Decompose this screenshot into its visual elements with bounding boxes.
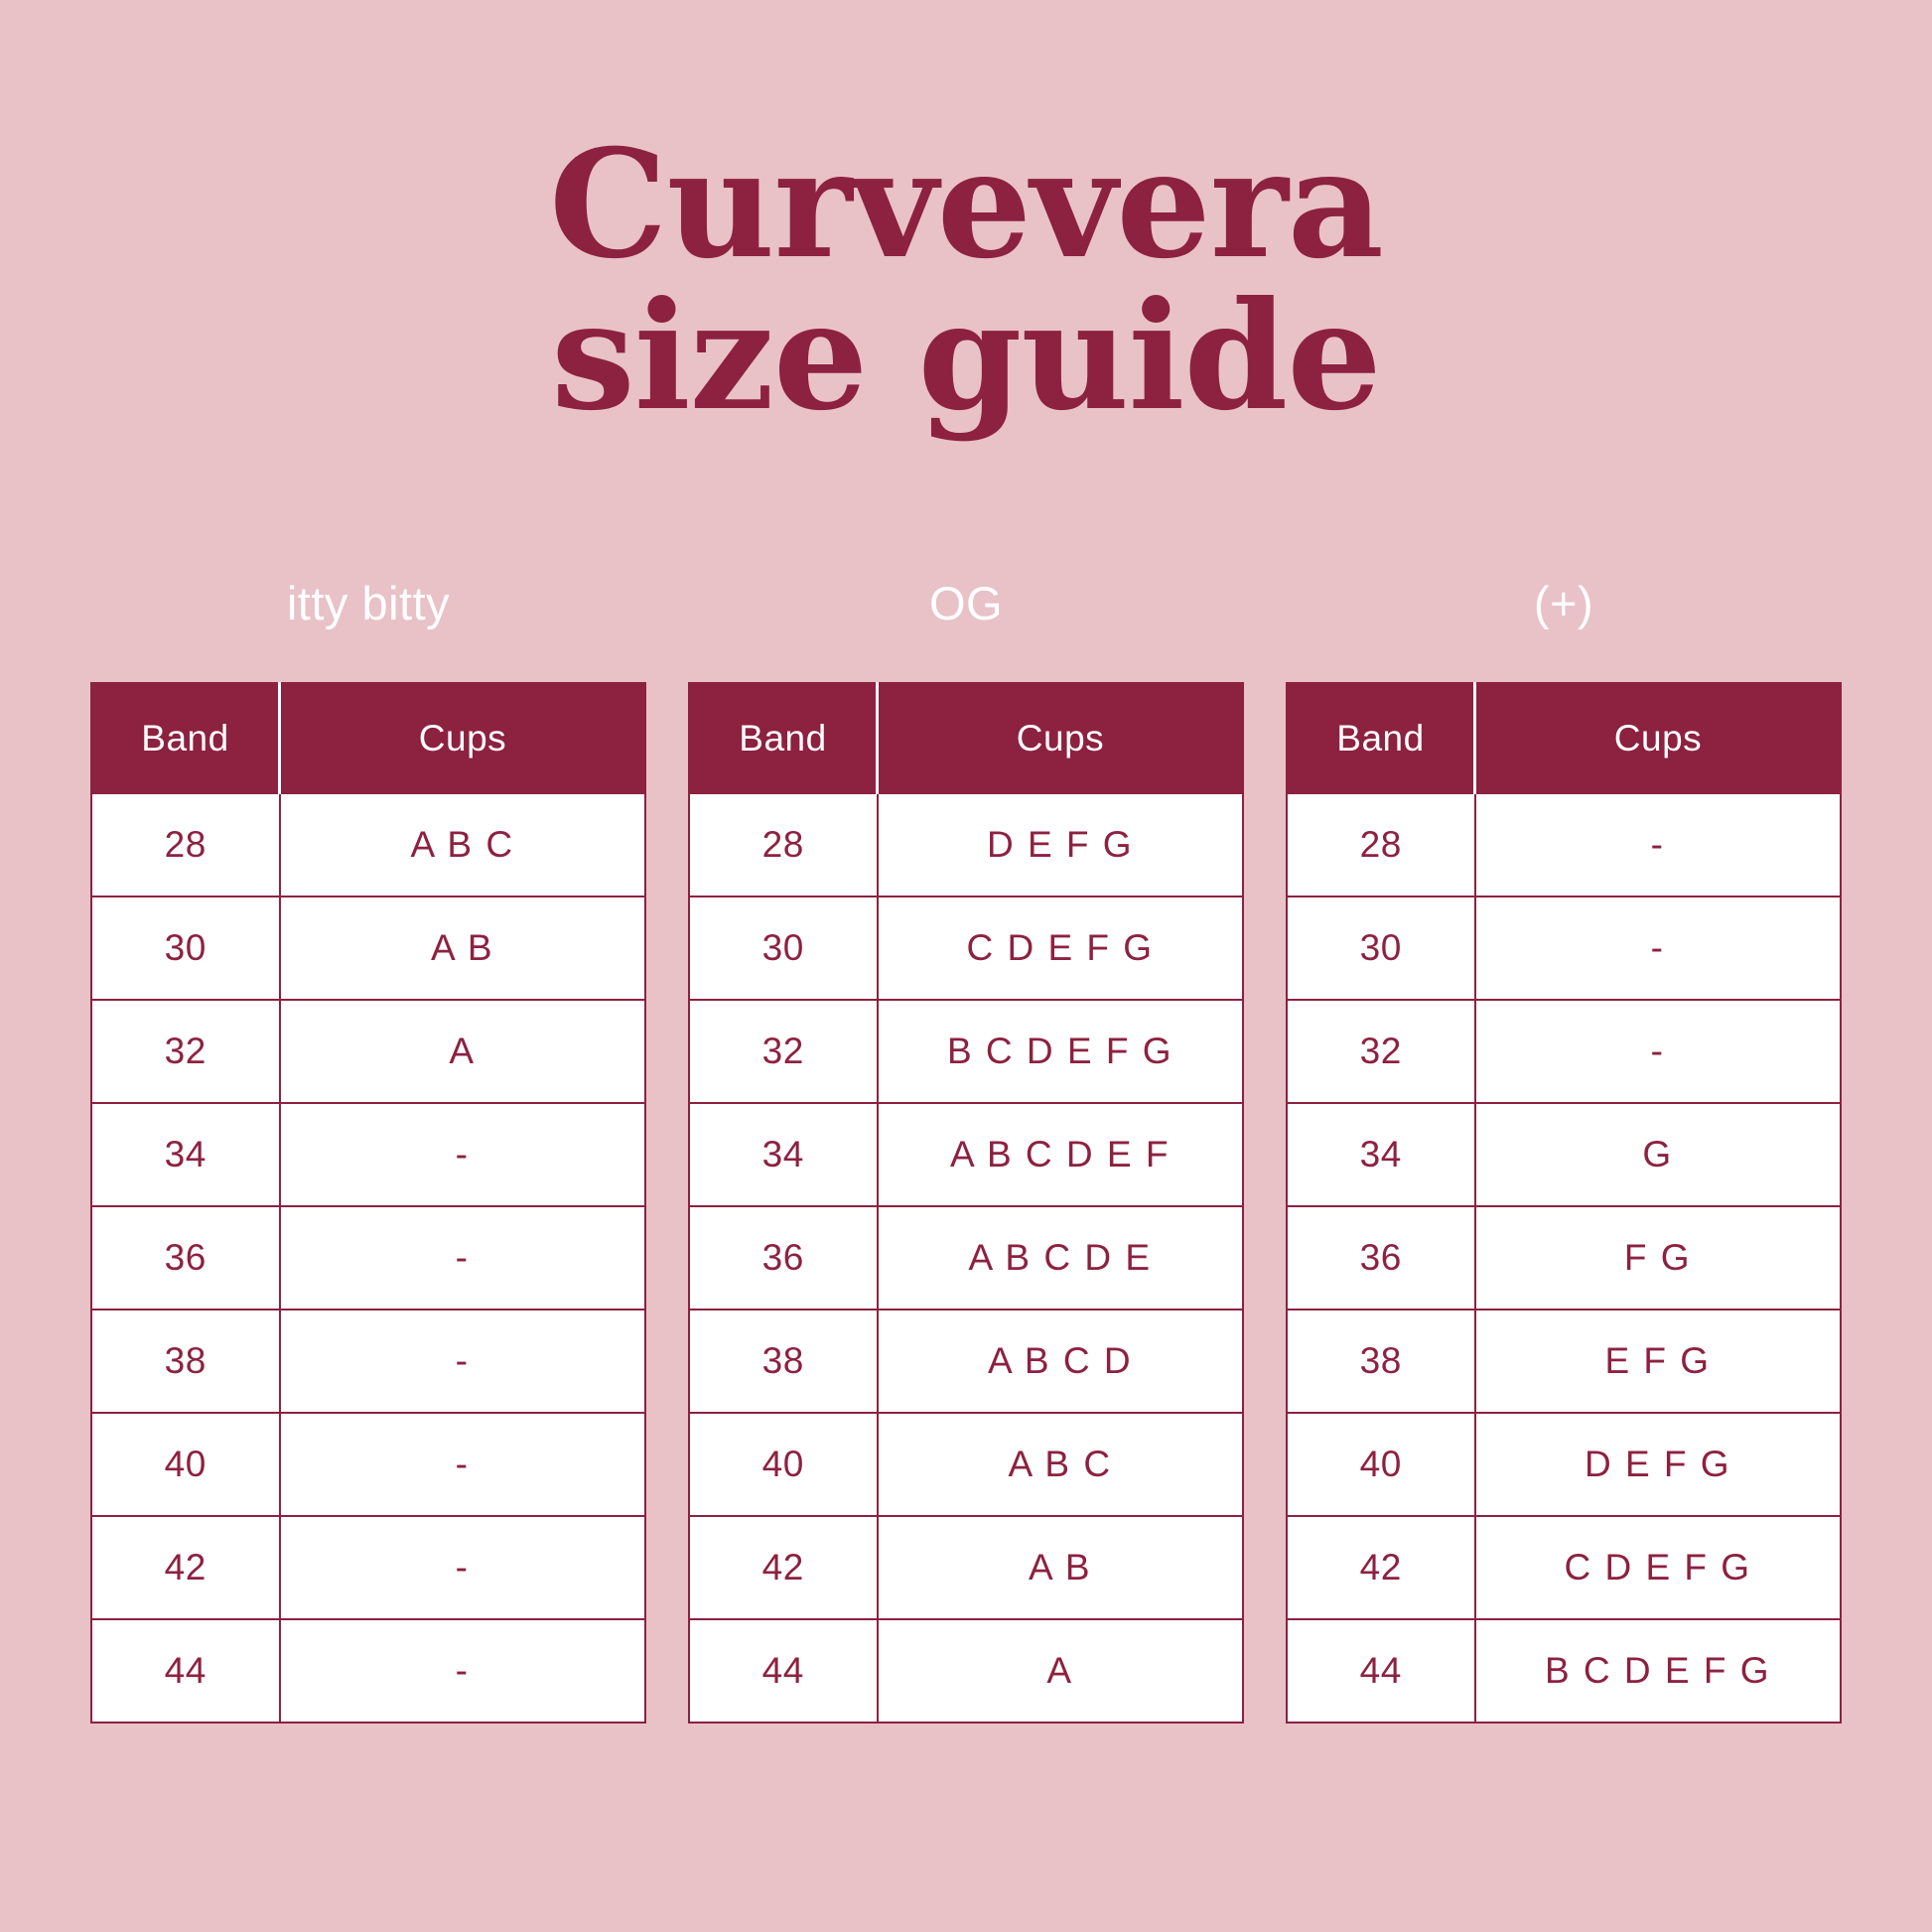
cell-cups: B C D E F G <box>1475 1619 1842 1723</box>
cell-band: 44 <box>689 1619 878 1723</box>
column-header-band: Band <box>689 683 878 793</box>
cell-cups: F G <box>1475 1206 1842 1310</box>
cell-band: 34 <box>689 1103 878 1206</box>
size-table-block-itty-bitty <box>90 576 646 1724</box>
table-row <box>91 1310 645 1413</box>
cell-band: 28 <box>91 793 280 897</box>
cell-cups: A B C D <box>878 1310 1244 1413</box>
table-label-itty-bitty: itty bitty <box>286 577 451 629</box>
page-title-line-1: Curvevera <box>549 117 1383 292</box>
cell-cups: A B <box>878 1516 1244 1619</box>
cell-cups: A <box>878 1619 1244 1723</box>
cell-band: 40 <box>1287 1413 1475 1516</box>
table-row <box>91 1206 645 1310</box>
cell-cups: - <box>1475 793 1842 897</box>
column-header-cups: Cups <box>280 683 646 793</box>
cell-band: 36 <box>689 1206 878 1310</box>
cell-band: 28 <box>1287 793 1475 897</box>
cell-cups: - <box>280 1619 646 1723</box>
cell-cups: A B <box>280 897 646 1000</box>
cell-band: 36 <box>1287 1206 1475 1310</box>
table-row <box>1287 1103 1841 1206</box>
table-row <box>91 1413 645 1516</box>
table-row <box>689 897 1243 1000</box>
cell-band: 42 <box>91 1516 280 1619</box>
table-row <box>689 1206 1243 1310</box>
column-header-cups: Cups <box>1475 683 1842 793</box>
size-table-itty-bitty <box>90 682 646 1724</box>
table-row <box>689 1516 1243 1619</box>
cell-band: 30 <box>689 897 878 1000</box>
column-header-band: Band <box>91 683 280 793</box>
cell-cups: - <box>1475 897 1842 1000</box>
cell-band: 40 <box>91 1413 280 1516</box>
cell-band: 34 <box>1287 1103 1475 1206</box>
cell-cups: A B C D E F <box>878 1103 1244 1206</box>
cell-cups: D E F G <box>878 793 1244 897</box>
cell-band: 40 <box>689 1413 878 1516</box>
cell-band: 44 <box>91 1619 280 1723</box>
table-row <box>1287 1413 1841 1516</box>
cell-band: 30 <box>1287 897 1475 1000</box>
cell-cups: B C D E F G <box>878 1000 1244 1103</box>
cell-cups: A B C <box>280 793 646 897</box>
cell-band: 28 <box>689 793 878 897</box>
size-table-block-plus <box>1286 576 1842 1724</box>
cell-band: 38 <box>91 1310 280 1413</box>
cell-cups: - <box>280 1206 646 1310</box>
cell-cups: A B C D E <box>878 1206 1244 1310</box>
table-row <box>1287 1619 1841 1723</box>
cell-cups: D E F G <box>1475 1413 1842 1516</box>
table-row <box>689 793 1243 897</box>
table-row <box>91 1103 645 1206</box>
cell-band: 38 <box>689 1310 878 1413</box>
table-row <box>1287 793 1841 897</box>
table-row <box>689 1000 1243 1103</box>
cell-band: 42 <box>1287 1516 1475 1619</box>
table-header-row <box>689 683 1243 793</box>
table-row <box>689 1310 1243 1413</box>
table-label-plus: (+) <box>1533 577 1594 629</box>
table-row <box>689 1103 1243 1206</box>
table-header-row <box>1287 683 1841 793</box>
cell-band: 36 <box>91 1206 280 1310</box>
cell-cups: G <box>1475 1103 1842 1206</box>
cell-band: 34 <box>91 1103 280 1206</box>
cell-cups: E F G <box>1475 1310 1842 1413</box>
cell-band: 38 <box>1287 1310 1475 1413</box>
table-row <box>91 897 645 1000</box>
cell-cups: A B C <box>878 1413 1244 1516</box>
cell-band: 30 <box>91 897 280 1000</box>
page-title <box>0 117 1932 444</box>
cell-cups: - <box>1475 1000 1842 1103</box>
cell-band: 42 <box>689 1516 878 1619</box>
table-row <box>91 1619 645 1723</box>
cell-band: 32 <box>689 1000 878 1103</box>
cell-cups: A <box>280 1000 646 1103</box>
table-row <box>1287 1000 1841 1103</box>
cell-cups: C D E F G <box>1475 1516 1842 1619</box>
table-row <box>1287 1310 1841 1413</box>
table-row <box>91 793 645 897</box>
cell-band: 32 <box>91 1000 280 1103</box>
cell-cups: C D E F G <box>878 897 1244 1000</box>
cell-cups: - <box>280 1310 646 1413</box>
size-table-plus <box>1286 682 1842 1724</box>
column-header-cups: Cups <box>878 683 1244 793</box>
table-row <box>91 1516 645 1619</box>
table-row <box>689 1413 1243 1516</box>
table-row <box>1287 1516 1841 1619</box>
table-label-og: OG <box>928 577 1004 629</box>
cell-band: 32 <box>1287 1000 1475 1103</box>
table-row <box>91 1000 645 1103</box>
cell-cups: - <box>280 1516 646 1619</box>
table-row <box>689 1619 1243 1723</box>
table-row <box>1287 1206 1841 1310</box>
table-row <box>1287 897 1841 1000</box>
table-header-row <box>91 683 645 793</box>
cell-cups: - <box>280 1103 646 1206</box>
page-title-line-2: size guide <box>551 269 1381 444</box>
column-header-band: Band <box>1287 683 1475 793</box>
size-table-og <box>688 682 1244 1724</box>
cell-cups: - <box>280 1413 646 1516</box>
cell-band: 44 <box>1287 1619 1475 1723</box>
size-table-block-og <box>688 576 1244 1724</box>
size-tables-container <box>0 576 1932 1724</box>
